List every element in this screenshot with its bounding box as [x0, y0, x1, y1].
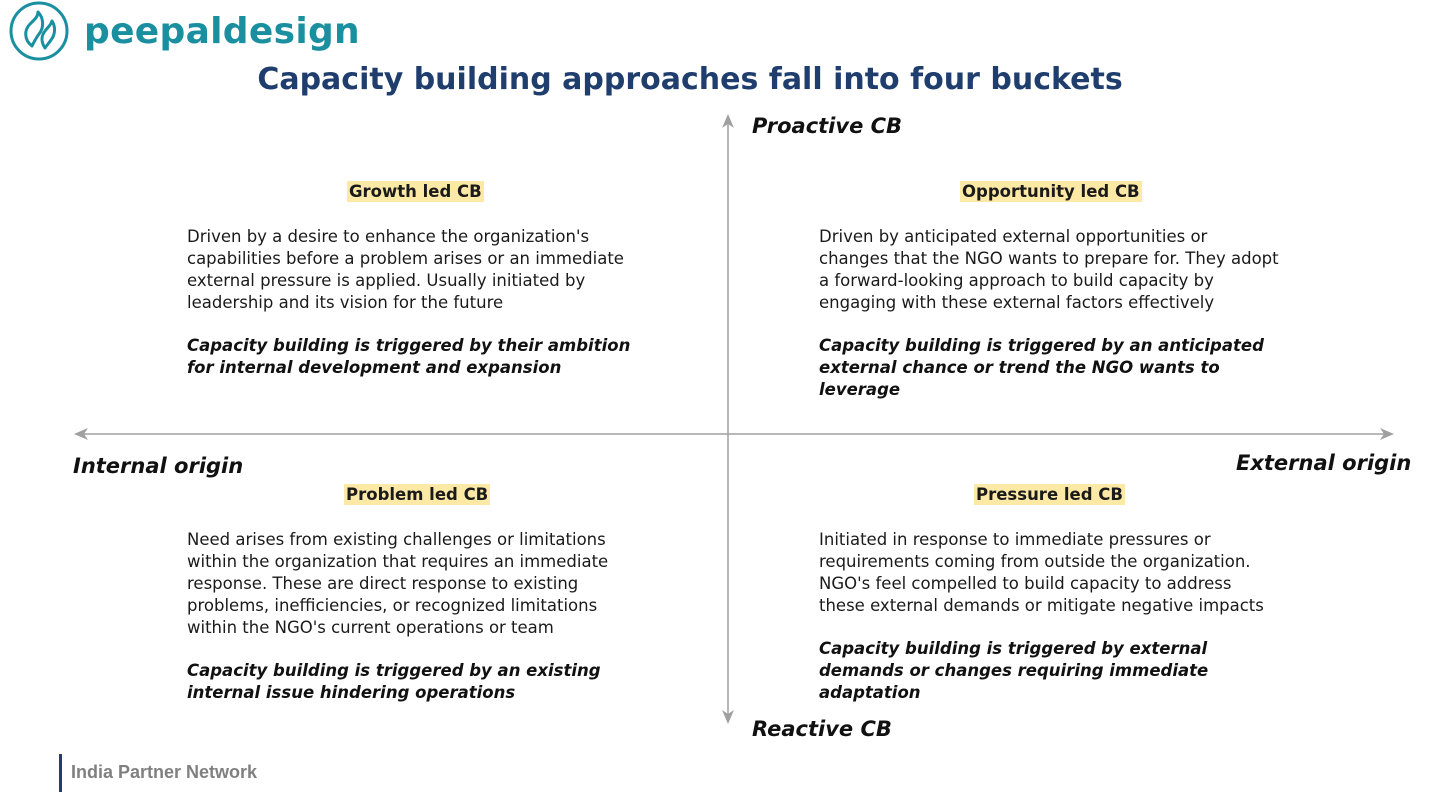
- quadrant-heading-problem: Problem led CB: [346, 485, 489, 504]
- axis-label-internal: Internal origin: [73, 454, 244, 478]
- page-title: Capacity building approaches fall into four buckets: [257, 62, 1123, 97]
- axis-label-proactive: Proactive CB: [752, 114, 903, 138]
- quadrant-description-growth: Driven by a desire to enhance the organization's capabilities before a problem arises or an immediate external pressure is applied. Usually initiated by leadership and its vision for the future: [187, 227, 624, 312]
- quadrant-heading-pressure: Pressure led CB: [976, 485, 1123, 504]
- quadrant-description-opportunity: Driven by anticipated external opportunities or changes that the NGO wants to prepare for. They adopt a forward-looking approach to build capacity by engaging with these external factors effectively: [819, 227, 1279, 312]
- quadrant-trigger-problem: Capacity building is triggered by an existing internal issue hindering operations: [187, 661, 601, 702]
- quadrant-description-pressure: Initiated in response to immediate pressures or requirements coming from outside the organization. NGO's feel compelled to build capacity to address these external demands or mitigate negative impacts: [819, 530, 1264, 615]
- footer-label: India Partner Network: [71, 762, 258, 782]
- footer-accent-bar: [59, 754, 62, 792]
- quadrant-trigger-opportunity: Capacity building is triggered by an anticipated external chance or trend the NGO wants to leverage: [819, 336, 1264, 399]
- quadrant-heading-growth: Growth led CB: [349, 182, 482, 201]
- quadrant-description-problem: Need arises from existing challenges or limitations within the organization that requires an immediate response. These are direct response to existing problems, inefficiencies, or recognized limitations within the NGO's current operations or team: [187, 530, 609, 637]
- quadrant-trigger-growth: Capacity building is triggered by their ambition for internal development and expansion: [187, 336, 631, 377]
- brand-name: peepaldesign: [84, 10, 360, 52]
- quadrant-heading-opportunity: Opportunity led CB: [962, 182, 1140, 201]
- axis-label-reactive: Reactive CB: [752, 717, 892, 741]
- quadrant-trigger-pressure: Capacity building is triggered by external demands or changes requiring immediate adaptation: [819, 639, 1209, 702]
- axis-label-external: External origin: [1236, 451, 1412, 475]
